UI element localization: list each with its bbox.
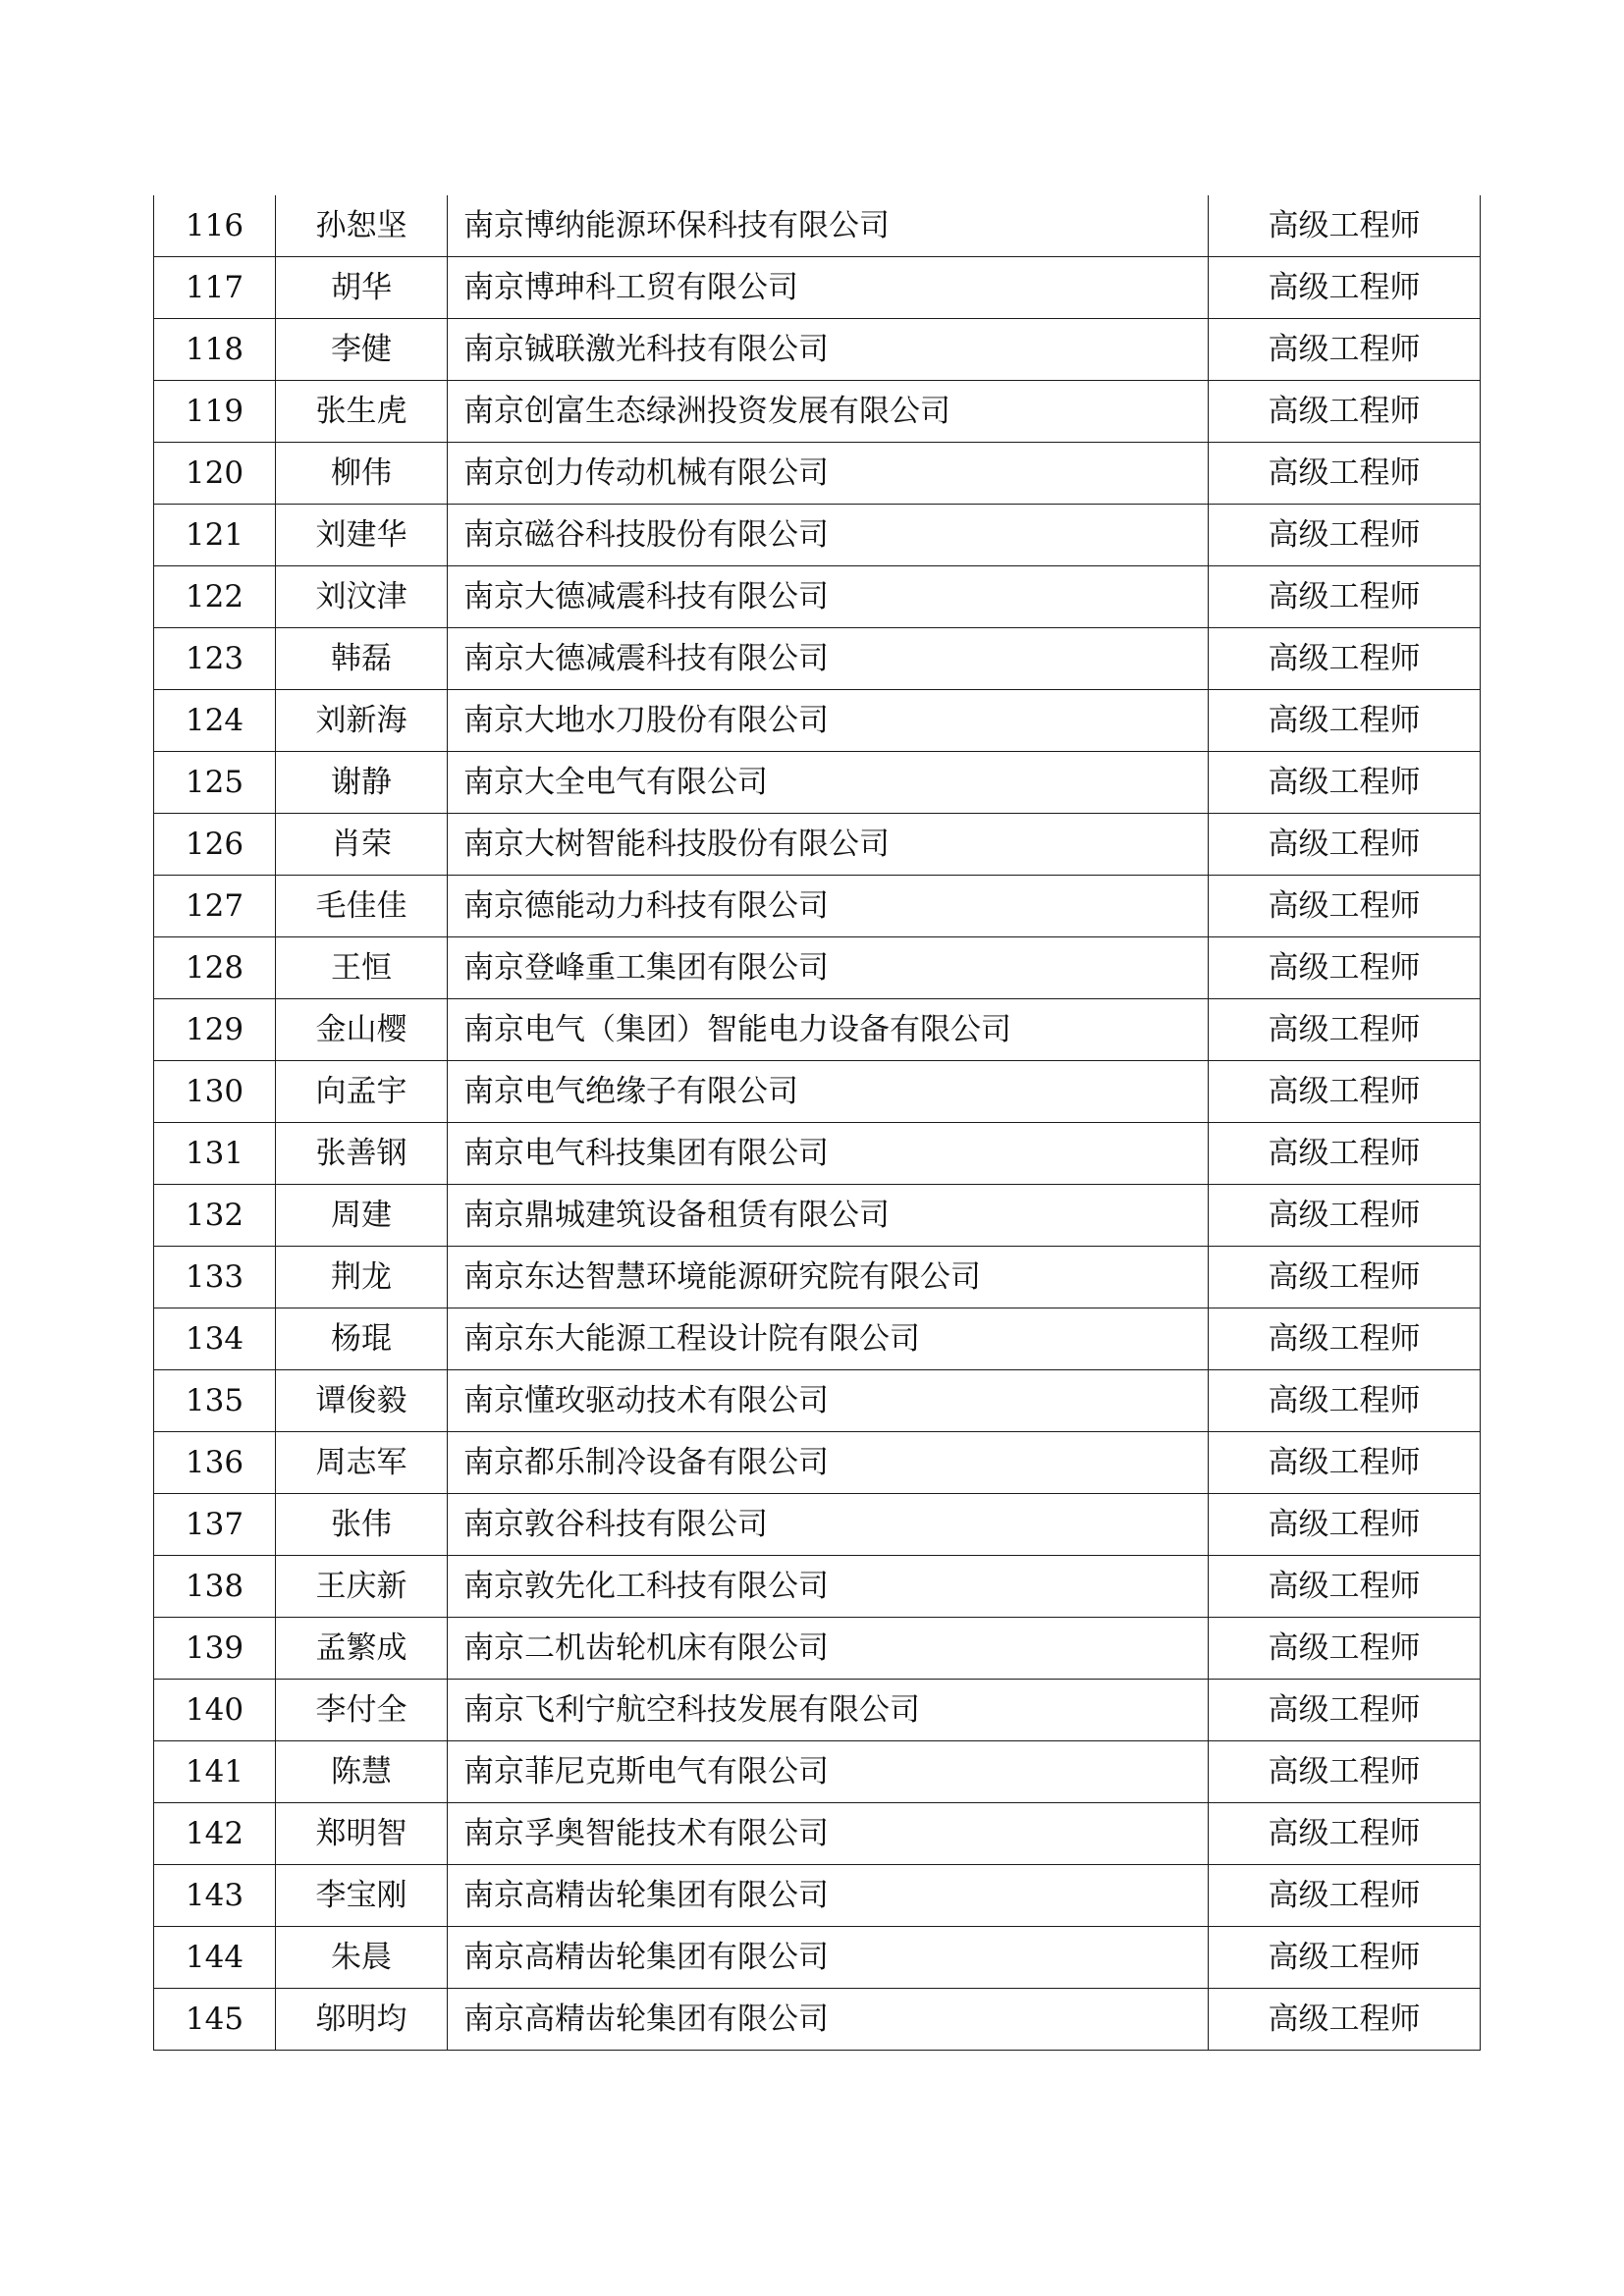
person-name-cell: 刘新海: [276, 690, 448, 752]
person-name-cell: 李宝刚: [276, 1865, 448, 1927]
company-cell: 南京大德减震科技有限公司: [448, 628, 1209, 690]
job-title-cell: 高级工程师: [1209, 1185, 1481, 1247]
company-cell: 南京敦谷科技有限公司: [448, 1494, 1209, 1556]
table-row: [154, 1556, 1481, 1618]
table-row: [154, 1247, 1481, 1308]
person-name-cell: 邬明均: [276, 1989, 448, 2051]
company-cell: 南京大树智能科技股份有限公司: [448, 814, 1209, 876]
table-row: [154, 1123, 1481, 1185]
table-row: [154, 876, 1481, 937]
row-number-cell: 127: [154, 876, 276, 937]
person-name-cell: 郑明智: [276, 1803, 448, 1865]
person-name-cell: 周建: [276, 1185, 448, 1247]
person-name-cell: 肖荣: [276, 814, 448, 876]
company-cell: 南京懂玫驱动技术有限公司: [448, 1370, 1209, 1432]
row-number-cell: 128: [154, 937, 276, 999]
job-title-cell: 高级工程师: [1209, 1494, 1481, 1556]
row-number-cell: 141: [154, 1741, 276, 1803]
table-row: [154, 1680, 1481, 1741]
person-name-cell: 张生虎: [276, 381, 448, 443]
row-number-cell: 142: [154, 1803, 276, 1865]
job-title-cell: 高级工程师: [1209, 690, 1481, 752]
job-title-cell: 高级工程师: [1209, 195, 1481, 257]
person-name-cell: 刘建华: [276, 505, 448, 566]
row-number-cell: 121: [154, 505, 276, 566]
company-cell: 南京高精齿轮集团有限公司: [448, 1927, 1209, 1989]
row-number-cell: 138: [154, 1556, 276, 1618]
roster-table-body: [154, 195, 1481, 2051]
row-number-cell: 133: [154, 1247, 276, 1308]
table-row: [154, 1803, 1481, 1865]
job-title-cell: 高级工程师: [1209, 1680, 1481, 1741]
person-name-cell: 张善钢: [276, 1123, 448, 1185]
table-row: [154, 628, 1481, 690]
company-cell: 南京鼎城建筑设备租赁有限公司: [448, 1185, 1209, 1247]
table-row: [154, 1494, 1481, 1556]
company-cell: 南京登峰重工集团有限公司: [448, 937, 1209, 999]
person-name-cell: 谭俊毅: [276, 1370, 448, 1432]
row-number-cell: 144: [154, 1927, 276, 1989]
company-cell: 南京德能动力科技有限公司: [448, 876, 1209, 937]
company-cell: 南京电气（集团）智能电力设备有限公司: [448, 999, 1209, 1061]
job-title-cell: 高级工程师: [1209, 1741, 1481, 1803]
table-row: [154, 1370, 1481, 1432]
table-row: [154, 999, 1481, 1061]
job-title-cell: 高级工程师: [1209, 1803, 1481, 1865]
company-cell: 南京飞利宁航空科技发展有限公司: [448, 1680, 1209, 1741]
table-row: [154, 443, 1481, 505]
row-number-cell: 136: [154, 1432, 276, 1494]
row-number-cell: 125: [154, 752, 276, 814]
job-title-cell: 高级工程师: [1209, 1123, 1481, 1185]
person-name-cell: 王恒: [276, 937, 448, 999]
row-number-cell: 140: [154, 1680, 276, 1741]
job-title-cell: 高级工程师: [1209, 1432, 1481, 1494]
job-title-cell: 高级工程师: [1209, 999, 1481, 1061]
row-number-cell: 119: [154, 381, 276, 443]
company-cell: 南京东达智慧环境能源研究院有限公司: [448, 1247, 1209, 1308]
table-row: [154, 505, 1481, 566]
person-name-cell: 谢静: [276, 752, 448, 814]
table-row: [154, 319, 1481, 381]
job-title-cell: 高级工程师: [1209, 319, 1481, 381]
row-number-cell: 118: [154, 319, 276, 381]
job-title-cell: 高级工程师: [1209, 505, 1481, 566]
job-title-cell: 高级工程师: [1209, 876, 1481, 937]
person-name-cell: 刘汶津: [276, 566, 448, 628]
job-title-cell: 高级工程师: [1209, 566, 1481, 628]
table-row: [154, 1185, 1481, 1247]
job-title-cell: 高级工程师: [1209, 1247, 1481, 1308]
row-number-cell: 126: [154, 814, 276, 876]
company-cell: 南京二机齿轮机床有限公司: [448, 1618, 1209, 1680]
company-cell: 南京孚奥智能技术有限公司: [448, 1803, 1209, 1865]
person-name-cell: 韩磊: [276, 628, 448, 690]
job-title-cell: 高级工程师: [1209, 1618, 1481, 1680]
row-number-cell: 123: [154, 628, 276, 690]
table-row: [154, 1432, 1481, 1494]
job-title-cell: 高级工程师: [1209, 1556, 1481, 1618]
person-name-cell: 荆龙: [276, 1247, 448, 1308]
table-row: [154, 1927, 1481, 1989]
person-name-cell: 柳伟: [276, 443, 448, 505]
roster-table: [153, 195, 1481, 2051]
table-row: [154, 690, 1481, 752]
table-row: [154, 257, 1481, 319]
job-title-cell: 高级工程师: [1209, 752, 1481, 814]
company-cell: 南京都乐制冷设备有限公司: [448, 1432, 1209, 1494]
company-cell: 南京东大能源工程设计院有限公司: [448, 1308, 1209, 1370]
job-title-cell: 高级工程师: [1209, 1989, 1481, 2051]
company-cell: 南京大德减震科技有限公司: [448, 566, 1209, 628]
table-row: [154, 381, 1481, 443]
row-number-cell: 137: [154, 1494, 276, 1556]
company-cell: 南京敦先化工科技有限公司: [448, 1556, 1209, 1618]
person-name-cell: 胡华: [276, 257, 448, 319]
person-name-cell: 王庆新: [276, 1556, 448, 1618]
company-cell: 南京电气绝缘子有限公司: [448, 1061, 1209, 1123]
row-number-cell: 135: [154, 1370, 276, 1432]
row-number-cell: 145: [154, 1989, 276, 2051]
company-cell: 南京创富生态绿洲投资发展有限公司: [448, 381, 1209, 443]
table-row: [154, 195, 1481, 257]
row-number-cell: 120: [154, 443, 276, 505]
person-name-cell: 陈慧: [276, 1741, 448, 1803]
job-title-cell: 高级工程师: [1209, 257, 1481, 319]
job-title-cell: 高级工程师: [1209, 381, 1481, 443]
table-row: [154, 1618, 1481, 1680]
person-name-cell: 李健: [276, 319, 448, 381]
table-row: [154, 1989, 1481, 2051]
person-name-cell: 孙恕坚: [276, 195, 448, 257]
table-row: [154, 1061, 1481, 1123]
row-number-cell: 132: [154, 1185, 276, 1247]
row-number-cell: 131: [154, 1123, 276, 1185]
job-title-cell: 高级工程师: [1209, 443, 1481, 505]
person-name-cell: 金山樱: [276, 999, 448, 1061]
company-cell: 南京大地水刀股份有限公司: [448, 690, 1209, 752]
company-cell: 南京电气科技集团有限公司: [448, 1123, 1209, 1185]
company-cell: 南京创力传动机械有限公司: [448, 443, 1209, 505]
company-cell: 南京高精齿轮集团有限公司: [448, 1865, 1209, 1927]
row-number-cell: 117: [154, 257, 276, 319]
job-title-cell: 高级工程师: [1209, 1308, 1481, 1370]
row-number-cell: 122: [154, 566, 276, 628]
person-name-cell: 杨琨: [276, 1308, 448, 1370]
person-name-cell: 孟繁成: [276, 1618, 448, 1680]
company-cell: 南京铖联激光科技有限公司: [448, 319, 1209, 381]
person-name-cell: 毛佳佳: [276, 876, 448, 937]
job-title-cell: 高级工程师: [1209, 628, 1481, 690]
row-number-cell: 134: [154, 1308, 276, 1370]
row-number-cell: 130: [154, 1061, 276, 1123]
row-number-cell: 116: [154, 195, 276, 257]
company-cell: 南京博珅科工贸有限公司: [448, 257, 1209, 319]
company-cell: 南京磁谷科技股份有限公司: [448, 505, 1209, 566]
person-name-cell: 张伟: [276, 1494, 448, 1556]
person-name-cell: 朱晨: [276, 1927, 448, 1989]
row-number-cell: 139: [154, 1618, 276, 1680]
job-title-cell: 高级工程师: [1209, 937, 1481, 999]
table-row: [154, 814, 1481, 876]
table-row: [154, 566, 1481, 628]
person-name-cell: 向孟宇: [276, 1061, 448, 1123]
person-name-cell: 李付全: [276, 1680, 448, 1741]
row-number-cell: 129: [154, 999, 276, 1061]
table-row: [154, 752, 1481, 814]
job-title-cell: 高级工程师: [1209, 1061, 1481, 1123]
job-title-cell: 高级工程师: [1209, 814, 1481, 876]
table-row: [154, 1865, 1481, 1927]
table-row: [154, 937, 1481, 999]
row-number-cell: 143: [154, 1865, 276, 1927]
person-name-cell: 周志军: [276, 1432, 448, 1494]
table-row: [154, 1308, 1481, 1370]
company-cell: 南京大全电气有限公司: [448, 752, 1209, 814]
job-title-cell: 高级工程师: [1209, 1370, 1481, 1432]
job-title-cell: 高级工程师: [1209, 1927, 1481, 1989]
job-title-cell: 高级工程师: [1209, 1865, 1481, 1927]
company-cell: 南京高精齿轮集团有限公司: [448, 1989, 1209, 2051]
table-row: [154, 1741, 1481, 1803]
row-number-cell: 124: [154, 690, 276, 752]
company-cell: 南京博纳能源环保科技有限公司: [448, 195, 1209, 257]
company-cell: 南京菲尼克斯电气有限公司: [448, 1741, 1209, 1803]
